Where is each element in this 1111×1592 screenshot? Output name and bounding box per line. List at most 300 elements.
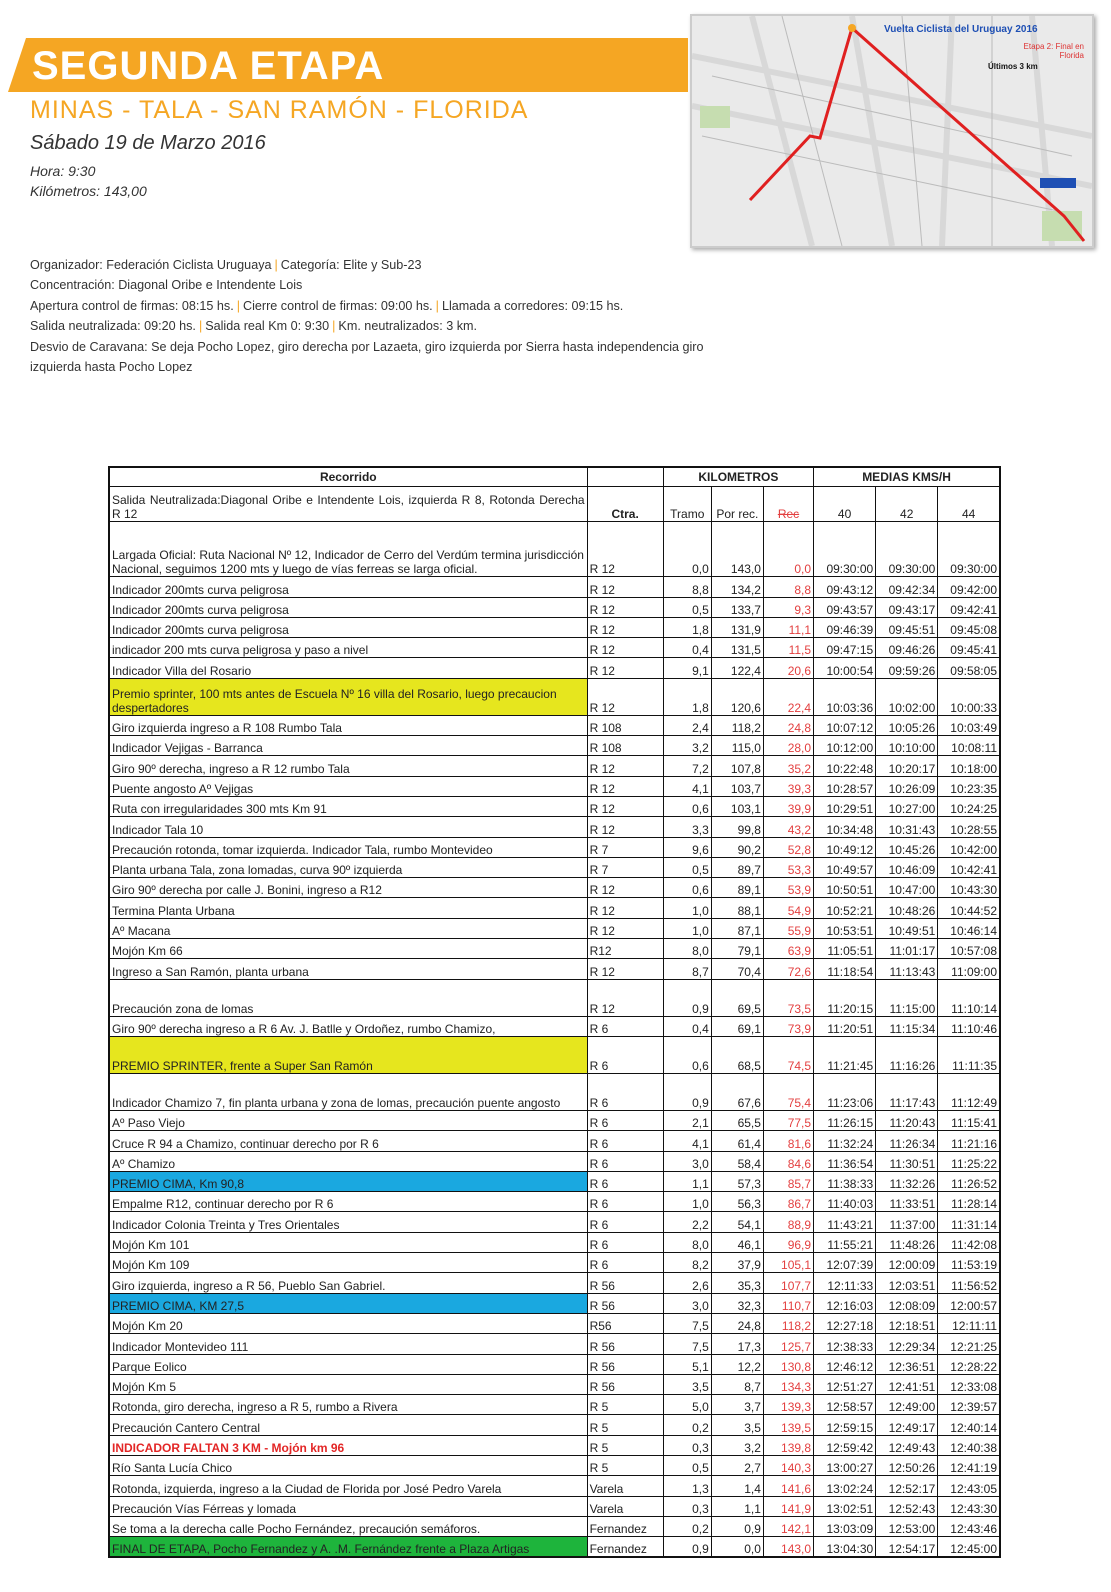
row-time-44: 12:28:22 bbox=[938, 1354, 1000, 1374]
row-remaining-km: 90,2 bbox=[711, 837, 763, 857]
row-time-42: 12:03:51 bbox=[876, 1273, 938, 1293]
row-time-44: 12:45:00 bbox=[938, 1537, 1000, 1558]
row-covered-km: 39,9 bbox=[763, 796, 813, 816]
row-time-42: 10:48:26 bbox=[876, 898, 938, 918]
row-remaining-km: 17,3 bbox=[711, 1334, 763, 1354]
row-segment-km: 2,6 bbox=[663, 1273, 711, 1293]
row-road: R 6 bbox=[587, 1110, 663, 1130]
row-time-42: 11:16:26 bbox=[876, 1036, 938, 1073]
table-row bbox=[109, 1334, 1000, 1354]
row-time-40: 13:00:27 bbox=[814, 1455, 876, 1475]
row-remaining-km: 89,1 bbox=[711, 878, 763, 898]
row-covered-km: 52,8 bbox=[763, 837, 813, 857]
row-time-40: 10:50:51 bbox=[814, 878, 876, 898]
row-time-44: 10:46:14 bbox=[938, 918, 1000, 938]
row-segment-km: 3,0 bbox=[663, 1151, 711, 1171]
row-covered-km: 85,7 bbox=[763, 1171, 813, 1191]
row-time-42: 12:00:09 bbox=[876, 1253, 938, 1273]
row-covered-km: 54,9 bbox=[763, 898, 813, 918]
row-description: Indicador Villa del Rosario bbox=[109, 658, 587, 678]
row-time-44: 10:23:35 bbox=[938, 776, 1000, 796]
row-description: Rotonda, izquierda, ingreso a la Ciudad de Florida por José Pedro Varela bbox=[109, 1476, 587, 1496]
row-description: Indicador Colonia Treinta y Tres Orientales bbox=[109, 1212, 587, 1232]
row-covered-km: 8,8 bbox=[763, 577, 813, 597]
row-time-42: 11:26:34 bbox=[876, 1131, 938, 1151]
row-segment-km: 0,2 bbox=[663, 1516, 711, 1536]
neutral-km: Km. neutralizados: 3 km. bbox=[338, 319, 478, 334]
row-segment-km: 5,0 bbox=[663, 1395, 711, 1415]
table-row bbox=[109, 736, 1000, 756]
row-remaining-km: 88,1 bbox=[711, 898, 763, 918]
row-segment-km: 1,1 bbox=[663, 1171, 711, 1191]
row-road: R 6 bbox=[587, 1171, 663, 1191]
table-row bbox=[109, 1131, 1000, 1151]
row-remaining-km: 0,9 bbox=[711, 1516, 763, 1536]
row-time-40: 10:53:51 bbox=[814, 918, 876, 938]
row-covered-km: 75,4 bbox=[763, 1073, 813, 1110]
row-time-40: 13:02:24 bbox=[814, 1476, 876, 1496]
row-time-40: 11:32:24 bbox=[814, 1131, 876, 1151]
row-time-42: 09:45:51 bbox=[876, 617, 938, 637]
row-time-44: 12:43:46 bbox=[938, 1516, 1000, 1536]
row-segment-km: 0,5 bbox=[663, 857, 711, 877]
row-remaining-km: 115,0 bbox=[711, 736, 763, 756]
table-row bbox=[109, 577, 1000, 597]
row-road: R 5 bbox=[587, 1455, 663, 1475]
row-covered-km: 43,2 bbox=[763, 817, 813, 837]
row-description: Precaución rotonda, tomar izquierda. Indicador Tala, rumbo Montevideo bbox=[109, 837, 587, 857]
row-remaining-km: 12,2 bbox=[711, 1354, 763, 1374]
table-row bbox=[109, 959, 1000, 979]
stage-route: MINAS - TALA - SAN RAMÓN - FLORIDA bbox=[30, 96, 529, 124]
row-description: Puente angosto Aº Vejigas bbox=[109, 776, 587, 796]
row-time-40: 11:38:33 bbox=[814, 1171, 876, 1191]
row-remaining-km: 89,7 bbox=[711, 857, 763, 877]
row-description: PREMIO SPRINTER, frente a Super San Ramón bbox=[109, 1036, 587, 1073]
row-description: Mojón Km 20 bbox=[109, 1313, 587, 1333]
row-remaining-km: 46,1 bbox=[711, 1232, 763, 1252]
row-remaining-km: 35,3 bbox=[711, 1273, 763, 1293]
row-time-42: 11:30:51 bbox=[876, 1151, 938, 1171]
row-covered-km: 142,1 bbox=[763, 1516, 813, 1536]
row-segment-km: 5,1 bbox=[663, 1354, 711, 1374]
row-road: R 6 bbox=[587, 1036, 663, 1073]
table-subheader-row bbox=[109, 487, 1000, 522]
row-covered-km: 139,3 bbox=[763, 1395, 813, 1415]
table-row bbox=[109, 1516, 1000, 1536]
stage-time: Hora: 9:30 bbox=[30, 163, 96, 179]
row-description: Aº Macana bbox=[109, 918, 587, 938]
row-time-42: 12:49:00 bbox=[876, 1395, 938, 1415]
row-covered-km: 105,1 bbox=[763, 1253, 813, 1273]
row-time-44: 09:42:00 bbox=[938, 577, 1000, 597]
row-time-44: 11:12:49 bbox=[938, 1073, 1000, 1110]
row-road: R 6 bbox=[587, 1151, 663, 1171]
row-time-40: 12:07:39 bbox=[814, 1253, 876, 1273]
row-time-42: 12:18:51 bbox=[876, 1313, 938, 1333]
row-covered-km: 118,2 bbox=[763, 1313, 813, 1333]
row-time-40: 09:43:57 bbox=[814, 597, 876, 617]
row-road: R 12 bbox=[587, 979, 663, 1016]
row-time-40: 12:16:03 bbox=[814, 1293, 876, 1313]
table-row bbox=[109, 1212, 1000, 1232]
stage-info bbox=[30, 255, 710, 377]
row-road: R 5 bbox=[587, 1415, 663, 1435]
row-covered-km: 73,9 bbox=[763, 1016, 813, 1036]
row-remaining-km: 69,1 bbox=[711, 1016, 763, 1036]
row-remaining-km: 3,7 bbox=[711, 1395, 763, 1415]
row-time-44: 12:40:38 bbox=[938, 1435, 1000, 1455]
row-covered-km: 140,3 bbox=[763, 1455, 813, 1475]
row-road: R 12 bbox=[587, 522, 663, 577]
row-time-42: 10:10:00 bbox=[876, 736, 938, 756]
table-row bbox=[109, 1354, 1000, 1374]
row-time-42: 10:31:43 bbox=[876, 817, 938, 837]
row-time-42: 12:49:43 bbox=[876, 1435, 938, 1455]
row-description: Indicador Tala 10 bbox=[109, 817, 587, 837]
rider-call: Llamada a corredores: 09:15 hs. bbox=[441, 298, 624, 313]
row-road: R 12 bbox=[587, 617, 663, 637]
row-road: R 12 bbox=[587, 638, 663, 658]
row-description: Indicador 200mts curva peligrosa bbox=[109, 597, 587, 617]
row-time-40: 10:12:00 bbox=[814, 736, 876, 756]
row-covered-km: 86,7 bbox=[763, 1192, 813, 1212]
row-time-44: 10:03:49 bbox=[938, 715, 1000, 735]
row-time-42: 11:20:43 bbox=[876, 1110, 938, 1130]
row-time-44: 11:15:41 bbox=[938, 1110, 1000, 1130]
row-time-42: 12:41:51 bbox=[876, 1374, 938, 1394]
row-covered-km: 35,2 bbox=[763, 756, 813, 776]
table-row bbox=[109, 715, 1000, 735]
row-description: Indicador 200mts curva peligrosa bbox=[109, 577, 587, 597]
row-time-42: 11:32:26 bbox=[876, 1171, 938, 1191]
row-segment-km: 3,3 bbox=[663, 817, 711, 837]
row-segment-km: 1,0 bbox=[663, 1192, 711, 1212]
row-time-42: 11:33:51 bbox=[876, 1192, 938, 1212]
row-segment-km: 0,4 bbox=[663, 1016, 711, 1036]
row-time-42: 11:01:17 bbox=[876, 939, 938, 959]
row-segment-km: 0,6 bbox=[663, 1036, 711, 1073]
row-remaining-km: 118,2 bbox=[711, 715, 763, 735]
table-row bbox=[109, 878, 1000, 898]
row-remaining-km: 54,1 bbox=[711, 1212, 763, 1232]
row-covered-km: 81,6 bbox=[763, 1131, 813, 1151]
signing-open: Apertura control de firmas: 08:15 hs. bbox=[30, 298, 234, 313]
row-time-44: 09:30:00 bbox=[938, 522, 1000, 577]
row-time-40: 11:36:54 bbox=[814, 1151, 876, 1171]
row-time-42: 10:45:26 bbox=[876, 837, 938, 857]
row-time-42: 10:05:26 bbox=[876, 715, 938, 735]
info-line-4 bbox=[30, 316, 710, 336]
row-covered-km: 53,9 bbox=[763, 878, 813, 898]
stage-distance: Kilómetros: 143,00 bbox=[30, 183, 147, 199]
row-segment-km: 1,8 bbox=[663, 617, 711, 637]
row-description: Mojón Km 5 bbox=[109, 1374, 587, 1394]
row-covered-km: 63,9 bbox=[763, 939, 813, 959]
row-description: Indicador Vejigas - Barranca bbox=[109, 736, 587, 756]
row-segment-km: 0,6 bbox=[663, 878, 711, 898]
row-description: Giro izquierda, ingreso a R 56, Pueblo San Gabriel. bbox=[109, 1273, 587, 1293]
row-remaining-km: 67,6 bbox=[711, 1073, 763, 1110]
row-time-40: 11:18:54 bbox=[814, 959, 876, 979]
row-remaining-km: 1,1 bbox=[711, 1496, 763, 1516]
row-time-40: 10:49:57 bbox=[814, 857, 876, 877]
real-start: Salida real Km 0: 9:30 bbox=[205, 319, 330, 334]
table-row bbox=[109, 918, 1000, 938]
row-road: R 12 bbox=[587, 756, 663, 776]
row-description: Largada Oficial: Ruta Nacional Nº 12, Indicador de Cerro del Verdúm termina jurisdicción Nacional, seguimos 1200 mts y luego de vías ferreas se larga oficial. bbox=[109, 522, 587, 577]
row-segment-km: 0,9 bbox=[663, 1073, 711, 1110]
separator: | bbox=[274, 258, 278, 272]
row-segment-km: 1,3 bbox=[663, 1476, 711, 1496]
row-time-44: 09:58:05 bbox=[938, 658, 1000, 678]
row-time-40: 09:43:12 bbox=[814, 577, 876, 597]
row-time-40: 10:07:12 bbox=[814, 715, 876, 735]
table-row bbox=[109, 1293, 1000, 1313]
row-remaining-km: 134,2 bbox=[711, 577, 763, 597]
row-remaining-km: 122,4 bbox=[711, 658, 763, 678]
row-covered-km: 84,6 bbox=[763, 1151, 813, 1171]
row-description: Cruce R 94 a Chamizo, continuar derecho por R 6 bbox=[109, 1131, 587, 1151]
col-empty bbox=[587, 467, 663, 487]
row-segment-km: 2,1 bbox=[663, 1110, 711, 1130]
caravan-detour: Desvio de Caravana: Se deja Pocho Lopez, giro derecha por Lazaeta, giro izquierda por Sierra hasta independencia giro izquierda hasta Pocho Lopez bbox=[30, 339, 704, 375]
col-recorrido: Recorrido bbox=[109, 467, 587, 487]
category: Categoría: Elite y Sub-23 bbox=[280, 258, 422, 272]
row-segment-km: 0,5 bbox=[663, 1455, 711, 1475]
row-time-40: 11:55:21 bbox=[814, 1232, 876, 1252]
col-rec: Rec bbox=[763, 487, 813, 522]
col-tramo: Tramo bbox=[663, 487, 711, 522]
table-row bbox=[109, 1415, 1000, 1435]
row-remaining-km: 3,2 bbox=[711, 1435, 763, 1455]
table-row bbox=[109, 817, 1000, 837]
row-time-40: 11:23:06 bbox=[814, 1073, 876, 1110]
row-remaining-km: 37,9 bbox=[711, 1253, 763, 1273]
row-remaining-km: 32,3 bbox=[711, 1293, 763, 1313]
table-row bbox=[109, 1395, 1000, 1415]
row-description: FINAL DE ETAPA, Pocho Fernandez y A. .M. Fernández frente a Plaza Artigas bbox=[109, 1537, 587, 1558]
row-covered-km: 110,7 bbox=[763, 1293, 813, 1313]
row-covered-km: 139,5 bbox=[763, 1415, 813, 1435]
row-time-44: 11:11:35 bbox=[938, 1036, 1000, 1073]
row-description: Precaución Cantero Central bbox=[109, 1415, 587, 1435]
info-line-2 bbox=[30, 275, 710, 295]
row-road: R 12 bbox=[587, 817, 663, 837]
row-description: Giro 90º derecha por calle J. Bonini, ingreso a R12 bbox=[109, 878, 587, 898]
row-road: R 56 bbox=[587, 1354, 663, 1374]
row-time-44: 10:24:25 bbox=[938, 796, 1000, 816]
row-road: R 56 bbox=[587, 1334, 663, 1354]
row-description: Mojón Km 109 bbox=[109, 1253, 587, 1273]
row-time-40: 12:46:12 bbox=[814, 1354, 876, 1374]
row-time-44: 12:41:19 bbox=[938, 1455, 1000, 1475]
row-time-40: 13:04:30 bbox=[814, 1537, 876, 1558]
row-time-40: 12:51:27 bbox=[814, 1374, 876, 1394]
table-row bbox=[109, 1192, 1000, 1212]
row-remaining-km: 56,3 bbox=[711, 1192, 763, 1212]
row-time-40: 10:49:12 bbox=[814, 837, 876, 857]
row-time-44: 11:10:46 bbox=[938, 1016, 1000, 1036]
row-remaining-km: 107,8 bbox=[711, 756, 763, 776]
row-segment-km: 0,9 bbox=[663, 1537, 711, 1558]
row-description: Giro izquierda ingreso a R 108 Rumbo Tala bbox=[109, 715, 587, 735]
row-segment-km: 4,1 bbox=[663, 776, 711, 796]
row-description: Río Santa Lucía Chico bbox=[109, 1455, 587, 1475]
row-time-42: 10:27:00 bbox=[876, 796, 938, 816]
row-time-40: 12:59:42 bbox=[814, 1435, 876, 1455]
row-time-40: 10:28:57 bbox=[814, 776, 876, 796]
col-ctra: Ctra. bbox=[587, 487, 663, 522]
row-covered-km: 53,3 bbox=[763, 857, 813, 877]
row-remaining-km: 87,1 bbox=[711, 918, 763, 938]
row-road: R 12 bbox=[587, 918, 663, 938]
organizer: Organizador: Federación Ciclista Uruguaya bbox=[30, 258, 272, 272]
table-row bbox=[109, 658, 1000, 678]
row-covered-km: 11,5 bbox=[763, 638, 813, 658]
row-time-42: 11:15:00 bbox=[876, 979, 938, 1016]
table-row bbox=[109, 678, 1000, 715]
row-segment-km: 0,4 bbox=[663, 638, 711, 658]
row-time-42: 09:46:26 bbox=[876, 638, 938, 658]
row-time-44: 11:09:00 bbox=[938, 959, 1000, 979]
row-description: Aº Chamizo bbox=[109, 1151, 587, 1171]
row-time-40: 09:46:39 bbox=[814, 617, 876, 637]
row-segment-km: 2,4 bbox=[663, 715, 711, 735]
row-segment-km: 3,5 bbox=[663, 1374, 711, 1394]
row-segment-km: 0,2 bbox=[663, 1415, 711, 1435]
row-remaining-km: 8,7 bbox=[711, 1374, 763, 1394]
stage-title: SEGUNDA ETAPA bbox=[32, 44, 385, 88]
row-time-42: 10:26:09 bbox=[876, 776, 938, 796]
row-time-42: 12:08:09 bbox=[876, 1293, 938, 1313]
table-row bbox=[109, 796, 1000, 816]
row-remaining-km: 3,5 bbox=[711, 1415, 763, 1435]
separator: | bbox=[198, 319, 203, 334]
map-last-km: Últimos 3 km bbox=[988, 62, 1038, 71]
row-time-40: 11:40:03 bbox=[814, 1192, 876, 1212]
row-time-42: 12:36:51 bbox=[876, 1354, 938, 1374]
row-road: R 6 bbox=[587, 1192, 663, 1212]
row-road: R 12 bbox=[587, 597, 663, 617]
table-row bbox=[109, 1313, 1000, 1333]
row-covered-km: 141,9 bbox=[763, 1496, 813, 1516]
row-time-44: 11:25:22 bbox=[938, 1151, 1000, 1171]
row-time-44: 10:43:30 bbox=[938, 878, 1000, 898]
row-segment-km: 0,3 bbox=[663, 1435, 711, 1455]
row-time-42: 10:46:09 bbox=[876, 857, 938, 877]
row-remaining-km: 0,0 bbox=[711, 1537, 763, 1558]
info-line-1 bbox=[30, 255, 710, 275]
table-row bbox=[109, 597, 1000, 617]
row-road: R 12 bbox=[587, 577, 663, 597]
row-segment-km: 4,1 bbox=[663, 1131, 711, 1151]
row-time-44: 12:39:57 bbox=[938, 1395, 1000, 1415]
table-row bbox=[109, 1455, 1000, 1475]
row-segment-km: 7,5 bbox=[663, 1313, 711, 1333]
row-description: Planta urbana Tala, zona lomadas, curva 90º izquierda bbox=[109, 857, 587, 877]
row-road: R56 bbox=[587, 1313, 663, 1333]
stage-date: Sábado 19 de Marzo 2016 bbox=[30, 132, 266, 154]
row-description: Se toma a la derecha calle Pocho Fernández, precaución semáforos. bbox=[109, 1516, 587, 1536]
row-covered-km: 88,9 bbox=[763, 1212, 813, 1232]
row-road: R 12 bbox=[587, 796, 663, 816]
separator: | bbox=[332, 319, 336, 334]
table-row bbox=[109, 756, 1000, 776]
row-time-42: 11:37:00 bbox=[876, 1212, 938, 1232]
table-row bbox=[109, 1232, 1000, 1252]
row-time-42: 09:42:34 bbox=[876, 577, 938, 597]
row-covered-km: 107,7 bbox=[763, 1273, 813, 1293]
row-time-44: 09:45:08 bbox=[938, 617, 1000, 637]
row-description: Giro 90º derecha ingreso a R 6 Av. J. Batlle y Ordoñez, rumbo Chamizo, bbox=[109, 1016, 587, 1036]
table-row bbox=[109, 1036, 1000, 1073]
route-body bbox=[109, 522, 1000, 1558]
col-kilometros: KILOMETROS bbox=[663, 467, 813, 487]
row-time-40: 12:59:15 bbox=[814, 1415, 876, 1435]
table-row bbox=[109, 1171, 1000, 1191]
row-segment-km: 1,0 bbox=[663, 918, 711, 938]
row-time-40: 09:47:15 bbox=[814, 638, 876, 658]
row-remaining-km: 24,8 bbox=[711, 1313, 763, 1333]
neutral-start: Salida neutralizada: 09:20 hs. bbox=[30, 319, 196, 334]
row-road: R 6 bbox=[587, 1073, 663, 1110]
row-time-40: 13:02:51 bbox=[814, 1496, 876, 1516]
row-covered-km: 77,5 bbox=[763, 1110, 813, 1130]
row-covered-km: 9,3 bbox=[763, 597, 813, 617]
row-covered-km: 139,8 bbox=[763, 1435, 813, 1455]
row-remaining-km: 1,4 bbox=[711, 1476, 763, 1496]
row-description: Ruta con irregularidades 300 mts Km 91 bbox=[109, 796, 587, 816]
row-time-44: 11:31:14 bbox=[938, 1212, 1000, 1232]
row-time-42: 12:52:43 bbox=[876, 1496, 938, 1516]
row-time-44: 12:40:14 bbox=[938, 1415, 1000, 1435]
row-time-40: 11:05:51 bbox=[814, 939, 876, 959]
row-time-44: 12:33:08 bbox=[938, 1374, 1000, 1394]
row-road: R 56 bbox=[587, 1273, 663, 1293]
row-time-44: 11:21:16 bbox=[938, 1131, 1000, 1151]
row-time-42: 11:15:34 bbox=[876, 1016, 938, 1036]
row-covered-km: 0,0 bbox=[763, 522, 813, 577]
row-road: R 12 bbox=[587, 959, 663, 979]
row-description: Aº Paso Viejo bbox=[109, 1110, 587, 1130]
row-segment-km: 1,0 bbox=[663, 898, 711, 918]
table-header-row bbox=[109, 467, 1000, 487]
row-remaining-km: 2,7 bbox=[711, 1455, 763, 1475]
row-time-44: 10:42:00 bbox=[938, 837, 1000, 857]
row-time-40: 11:20:15 bbox=[814, 979, 876, 1016]
row-segment-km: 9,6 bbox=[663, 837, 711, 857]
row-description: Empalme R12, continuar derecho por R 6 bbox=[109, 1192, 587, 1212]
table-row bbox=[109, 979, 1000, 1016]
row-road: R 12 bbox=[587, 898, 663, 918]
row-description: Parque Eolico bbox=[109, 1354, 587, 1374]
row-time-42: 10:47:00 bbox=[876, 878, 938, 898]
row-road: R 6 bbox=[587, 1212, 663, 1232]
row-road: R 6 bbox=[587, 1253, 663, 1273]
row-road: R 6 bbox=[587, 1232, 663, 1252]
row-description: Giro 90º derecha, ingreso a R 12 rumbo Tala bbox=[109, 756, 587, 776]
row-road: R 56 bbox=[587, 1374, 663, 1394]
row-time-42: 12:52:17 bbox=[876, 1476, 938, 1496]
row-segment-km: 3,0 bbox=[663, 1293, 711, 1313]
separator: | bbox=[236, 298, 240, 313]
row-time-44: 09:45:41 bbox=[938, 638, 1000, 658]
row-description: Mojón Km 101 bbox=[109, 1232, 587, 1252]
col-42: 42 bbox=[876, 487, 938, 522]
table-row bbox=[109, 1476, 1000, 1496]
row-road: R 7 bbox=[587, 837, 663, 857]
